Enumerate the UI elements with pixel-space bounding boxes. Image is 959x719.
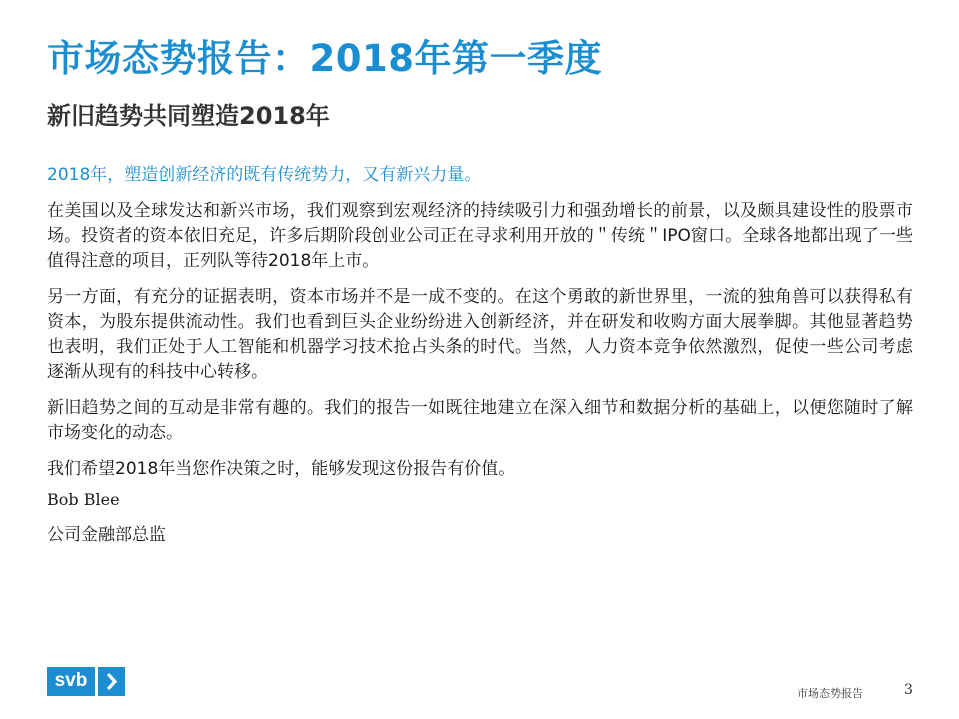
body-text	[47, 199, 913, 493]
logo-text: svb	[47, 667, 95, 696]
footer-report-name: 市场态势报告	[797, 687, 863, 700]
chevron-right-icon	[98, 667, 125, 696]
paragraph-1: 在美国以及全球发达和新兴市场，我们观察到宏观经济的持续吸引力和强劲增长的前景，以及颇具建设性的股票市场。投资者的资本依旧充足，许多后期阶段创业公司正在寻求利用开放的＂传统＂IPO窗口。全球各地都出现了一些值得注意的项目，正列队等待2018年上市。	[47, 201, 913, 271]
page-subtitle: 新旧趋势共同塑造2018年	[47, 102, 330, 130]
signature-name: Bob Blee	[47, 490, 120, 509]
page-title: 市场态势报告：2018年第一季度	[47, 37, 602, 80]
lead-sentence: 2018年，塑造创新经济的既有传统势力，又有新兴力量。	[47, 165, 482, 185]
paragraph-3: 新旧趋势之间的互动是非常有趣的。我们的报告一如既往地建立在深入细节和数据分析的基础上，以便您随时了解市场变化的动态。	[47, 398, 913, 443]
page-number: 3	[904, 682, 913, 698]
paragraph-2: 另一方面，有充分的证据表明，资本市场并不是一成不变的。在这个勇敢的新世界里，一流的独角兽可以获得私有资本，为股东提供流动性。我们也看到巨头企业纷纷进入创新经济，并在研发和收购方面大展拳脚。其他显著趋势也表明，我们正处于人工智能和机器学习技术抢占头条的时代。当然，人力资本竞争依然激烈，促使一些公司考虑逐渐从现有的科技中心转移。	[47, 287, 913, 382]
signature-title: 公司金融部总监	[47, 525, 166, 545]
paragraph-4: 我们希望2018年当您作决策之时，能够发现这份报告有价值。	[47, 459, 516, 479]
svb-logo	[47, 667, 125, 696]
